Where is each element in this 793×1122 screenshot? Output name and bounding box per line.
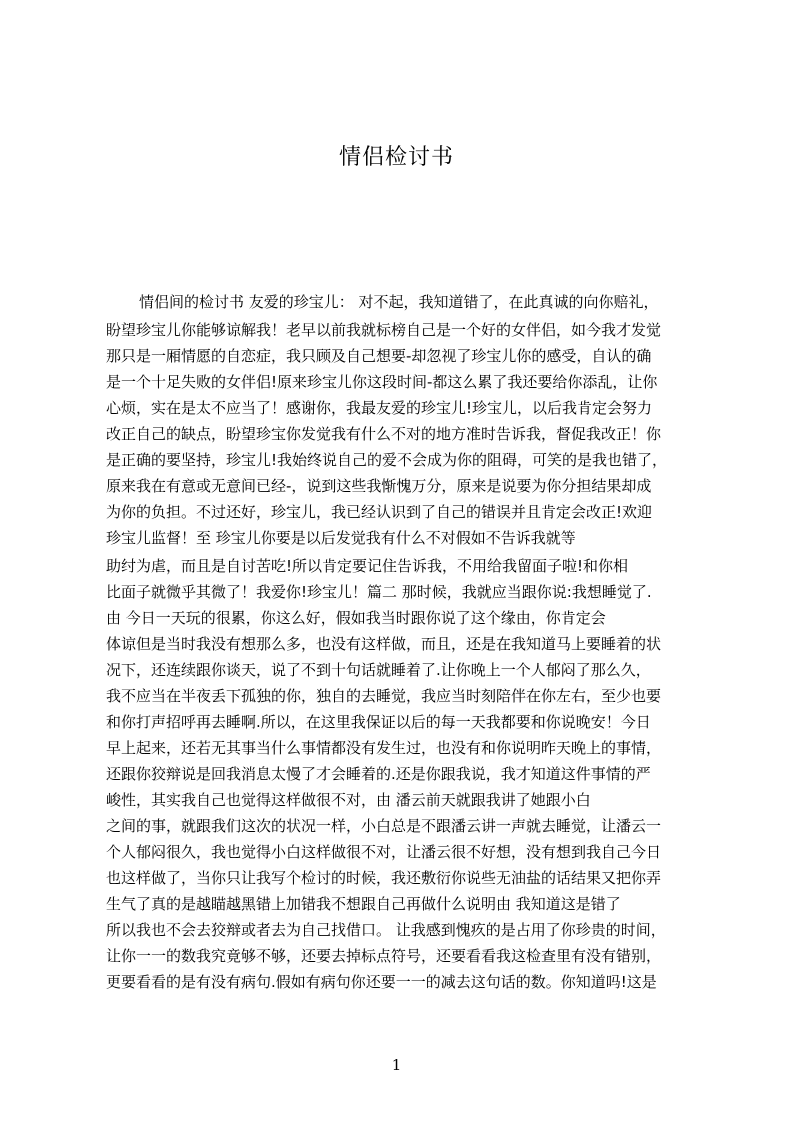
text-line: 珍宝儿监督！至 珍宝儿你要是以后发觉我有什么不对假如不告诉我就等 (106, 529, 576, 547)
text-line: 比面子就微乎其微了！我爱你!珍宝儿！篇二 那时候，我就应当跟你说:我想睡觉了. (106, 583, 652, 601)
text-line: 盼望珍宝儿你能够谅解我！老早以前我就标榜自己是一个好的女伴侣，如今我才发觉 (106, 321, 662, 339)
text-line: 那只是一厢情愿的自恋症，我只顾及自己想要-却忽视了珍宝儿你的感受，自认的确 (106, 347, 652, 365)
text-line: 体谅但是当时我没有想那么多，也没有这样做，而且，还是在我知道马上要睡着的状 (106, 635, 662, 653)
text-line: 所以我也不会去狡辩或者去为自己找借口。 让我感到愧疚的是占用了你珍贵的时间， (106, 921, 666, 939)
text-line: 也这样做了，当你只让我写个检讨的时候，我还敷衍你说些无油盐的话结果又把你弄 (106, 869, 662, 887)
text-line: 还跟你狡辩说是回我消息太慢了才会睡着的.还是你跟我说，我才知道这件事情的严 (106, 765, 651, 783)
text-line: 原来我在有意或无意间已经-，说到这些我惭愧万分，原来是说要为你分担结果却成 (106, 477, 652, 495)
text-line: 生气了真的是越瞄越黑错上加错我不想跟自己再做什么说明由 我知道这是错了 (106, 895, 621, 913)
text-line: 峻性，其实我自己也觉得这样做很不对，由 潘云前天就跟我讲了她跟小白 (106, 791, 591, 809)
text-line: 况下，还连续跟你谈天，说了不到十句话就睡着了.让你晚上一个人郁闷了那么久， (106, 661, 651, 679)
text-line: 为你的负担。不过还好，珍宝儿，我已经认识到了自己的错误并且肯定会改正!欢迎 (106, 503, 653, 521)
page-number: 1 (391, 1056, 402, 1074)
text-line: 是正确的要坚持，珍宝儿!我始终说自己的爱不会成为你的阻碍，可笑的是我也错了， (106, 451, 668, 469)
text-line: 助纣为虐，而且是自讨苦吃!所以肯定要记住告诉我，不用给我留面子啦!和你相 (106, 557, 629, 575)
document-title: 情侣检讨书 (338, 145, 454, 170)
text-line: 改正自己的缺点，盼望珍宝你发觉我有什么不对的地方准时告诉我，督促我改正！你 (106, 425, 662, 443)
text-line: 心烦，实在是太不应当了！感谢你，我最友爱的珍宝儿!珍宝儿，以后我肯定会努力 (106, 399, 653, 417)
text-line: 个人郁闷很久，我也觉得小白这样做很不对，让潘云很不好想，没有想到我自己今日 (106, 843, 662, 861)
text-line: 和你打声招呼再去睡啊.所以，在这里我保证以后的每一天我都要和你说晚安！今日 (106, 713, 651, 731)
text-line: 由 今日一天玩的很累，你这么好，假如我当时跟你说了这个缘由，你肯定会 (106, 609, 606, 627)
text-line: 是一个十足失败的女伴侣!原来珍宝儿你这段时间-都这么累了我还要给你添乱，让你 (106, 373, 658, 391)
text-line: 早上起来，还若无其事当什么事情都没有发生过，也没有和你说明昨天晚上的事情， (106, 739, 662, 757)
text-line: 让你一一的数我究竟够不够，还要去掉标点符号，还要看看我这检查里有没有错别， (106, 947, 662, 965)
text-line: 情侣间的检讨书 友爱的珍宝儿： 对不起，我知道错了，在此真诚的向你赔礼， (139, 293, 659, 311)
text-line: 我不应当在半夜丢下孤独的你，独自的去睡觉，我应当时刻陪伴在你左右，至少也要 (106, 687, 662, 705)
text-line: 更要看看的是有没有病句.假如有病句你还要一一的减去这句话的数。你知道吗!这是 (106, 973, 657, 991)
text-line: 之间的事，就跟我们这次的状况一样，小白总是不跟潘云讲一声就去睡觉，让潘云一 (106, 817, 662, 835)
